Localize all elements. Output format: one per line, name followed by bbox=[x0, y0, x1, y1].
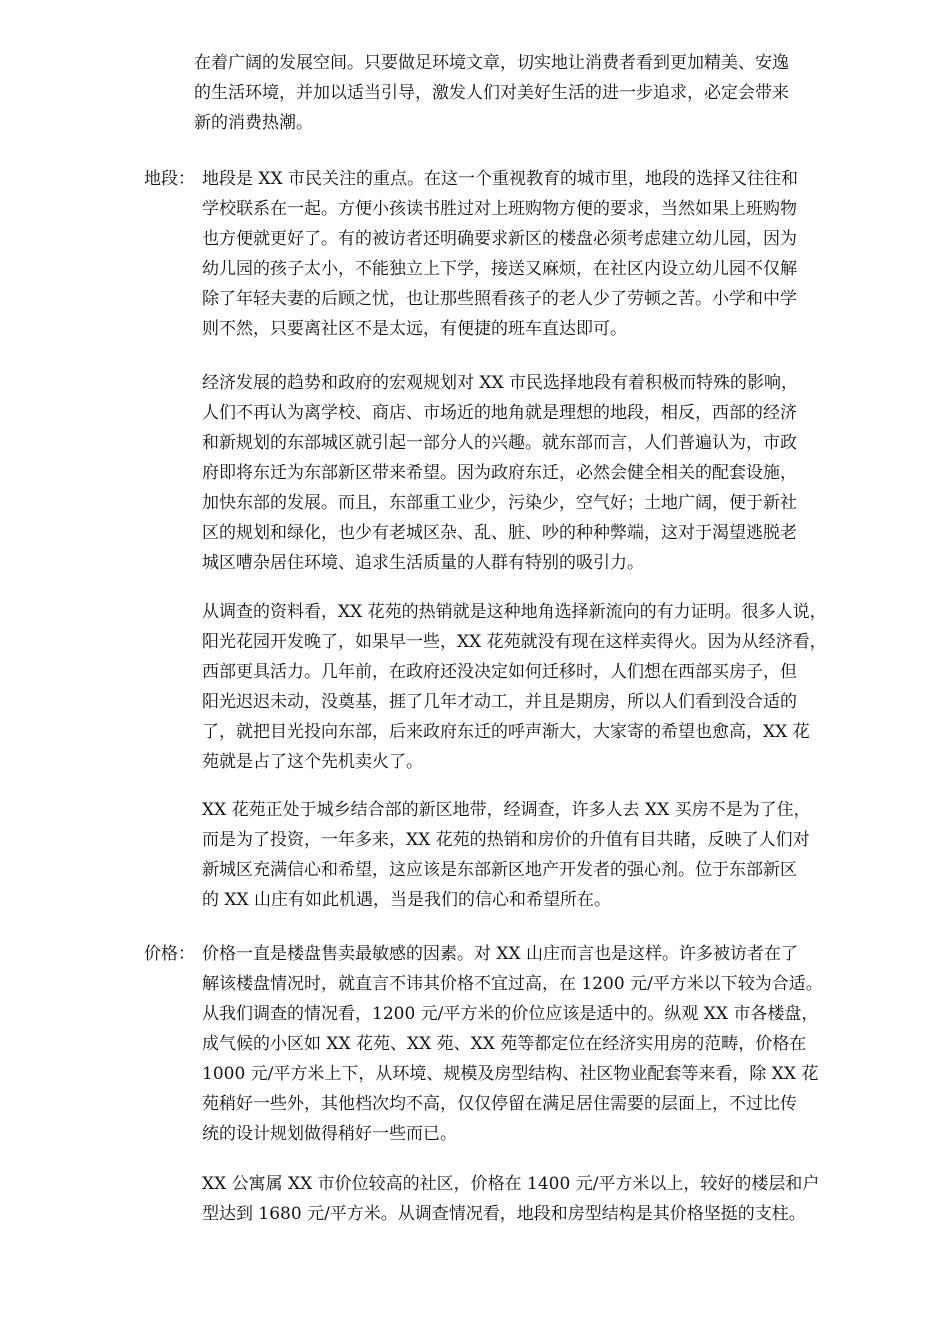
text-line: 而是为了投资，一年多来，XX 花苑的热销和房价的升值有目共睹，反映了人们对 bbox=[202, 830, 810, 850]
text-line: 苑稍好一些外，其他档次均不高，仅仅停留在满足居住需要的层面上，不过比传 bbox=[202, 1094, 797, 1114]
text-line: 则不然，只要离社区不是太远，有便捷的班车直达即可。 bbox=[202, 319, 627, 339]
location-paragraph-3 bbox=[202, 597, 827, 777]
text-line: 从调查的资料看，XX 花苑的热销就是这种地角选择新流向的有力证明。很多人说， bbox=[202, 602, 827, 622]
text-line: 阳光花园开发晚了，如果早一些，XX 花苑就没有现在这样卖得火。因为从经济看， bbox=[202, 632, 827, 652]
text-line: 苑就是占了这个先机卖火了。 bbox=[202, 752, 423, 772]
text-line: 加快东部的发展。而且，东部重工业少，污染少，空气好；土地广阔，便于新社 bbox=[202, 493, 797, 513]
text-line: 幼儿园的孩子太小，不能独立上下学，接送又麻烦，在社区内设立幼儿园不仅解 bbox=[202, 259, 797, 279]
text-line: 的 XX 山庄有如此机遇，当是我们的信心和希望所在。 bbox=[202, 890, 612, 910]
price-label: 价格： bbox=[144, 944, 195, 964]
location-paragraph-2 bbox=[202, 368, 798, 578]
text-line: 学校联系在一起。方便小孩读书胜过对上班购物方便的要求，当然如果上班购物 bbox=[202, 199, 797, 219]
text-line: 地段是 XX 市民关注的重点。在这一个重视教育的城市里，地段的选择又往往和 bbox=[202, 169, 799, 189]
text-line: 也方便就更好了。有的被访者还明确要求新区的楼盘必须考虑建立幼儿园，因为 bbox=[202, 229, 797, 249]
text-line: 人们不再认为离学校、商店、市场近的地角就是理想的地段，相反，西部的经济 bbox=[202, 403, 797, 423]
text-line: 新的消费热潮。 bbox=[194, 113, 313, 133]
text-line: 新城区充满信心和希望，这应该是东部新区地产开发者的强心剂。位于东部新区 bbox=[202, 860, 797, 880]
text-line: 城区嘈杂居住环境、追求生活质量的人群有特别的吸引力。 bbox=[202, 553, 644, 573]
text-line: 价格一直是楼盘售卖最敏感的因素。对 XX 山庄而言也是这样。许多被访者在了 bbox=[202, 944, 799, 964]
text-line: 除了年轻夫妻的后顾之忧，也让那些照看孩子的老人少了劳顿之苦。小学和中学 bbox=[202, 289, 797, 309]
text-line: 型达到 1680 元/平方米。从调查情况看，地段和房型结构是其价格坚挺的支柱。 bbox=[202, 1204, 806, 1224]
text-line: 经济发展的趋势和政府的宏观规划对 XX 市民选择地段有着积极而特殊的影响， bbox=[202, 373, 799, 393]
location-paragraph-1 bbox=[202, 164, 798, 344]
text-line: XX 公寓属 XX 市价位较高的社区，价格在 1400 元/平方米以上，较好的楼层和户 bbox=[202, 1174, 820, 1194]
text-line: 和新规划的东部城区就引起一部分人的兴趣。就东部而言，人们普遍认为，市政 bbox=[202, 433, 797, 453]
intro-paragraph bbox=[194, 48, 789, 138]
text-line: 区的规划和绿化，也少有老城区杂、乱、脏、吵的种种弊端，这对于渴望逃脱老 bbox=[202, 523, 797, 543]
text-line: 从我们调查的情况看，1200 元/平方米的价位应该是适中的。纵观 XX 市各楼盘， bbox=[202, 1004, 819, 1024]
text-line: 府即将东迁为东部新区带来希望。因为政府东迁，必然会健全相关的配套设施， bbox=[202, 463, 797, 483]
text-line: XX 花苑正处于城乡结合部的新区地带，经调查，许多人去 XX 买房不是为了住， bbox=[202, 800, 811, 820]
location-label: 地段： bbox=[144, 169, 195, 189]
price-paragraph-1 bbox=[202, 939, 823, 1149]
text-line: 解该楼盘情况时，就直言不讳其价格不宜过高，在 1200 元/平方米以下较为合适。 bbox=[202, 974, 823, 994]
text-line: 在着广阔的发展空间。只要做足环境文章，切实地让消费者看到更加精美、安逸 bbox=[194, 53, 789, 73]
text-line: 1000 元/平方米上下，从环境、规模及房型结构、社区物业配套等来看，除 XX 花 bbox=[202, 1064, 819, 1084]
text-line: 统的设计规划做得稍好一些而已。 bbox=[202, 1124, 457, 1144]
text-line: 阳光迟迟未动，没奠基，捱了几年才动工，并且是期房，所以人们看到没合适的 bbox=[202, 692, 797, 712]
text-line: 的生活环境，并加以适当引导，激发人们对美好生活的进一步追求，必定会带来 bbox=[194, 83, 789, 103]
text-line: 了，就把目光投向东部，后来政府东迁的呼声渐大，大家寄的希望也愈高，XX 花 bbox=[202, 722, 810, 742]
location-paragraph-4 bbox=[202, 795, 811, 915]
text-line: 西部更具活力。几年前，在政府还没决定如何迁移时，人们想在西部买房子，但 bbox=[202, 662, 797, 682]
price-paragraph-2 bbox=[202, 1169, 819, 1229]
text-line: 成气候的小区如 XX 花苑、XX 苑、XX 苑等都定位在经济实用房的范畴，价格在 bbox=[202, 1034, 807, 1054]
